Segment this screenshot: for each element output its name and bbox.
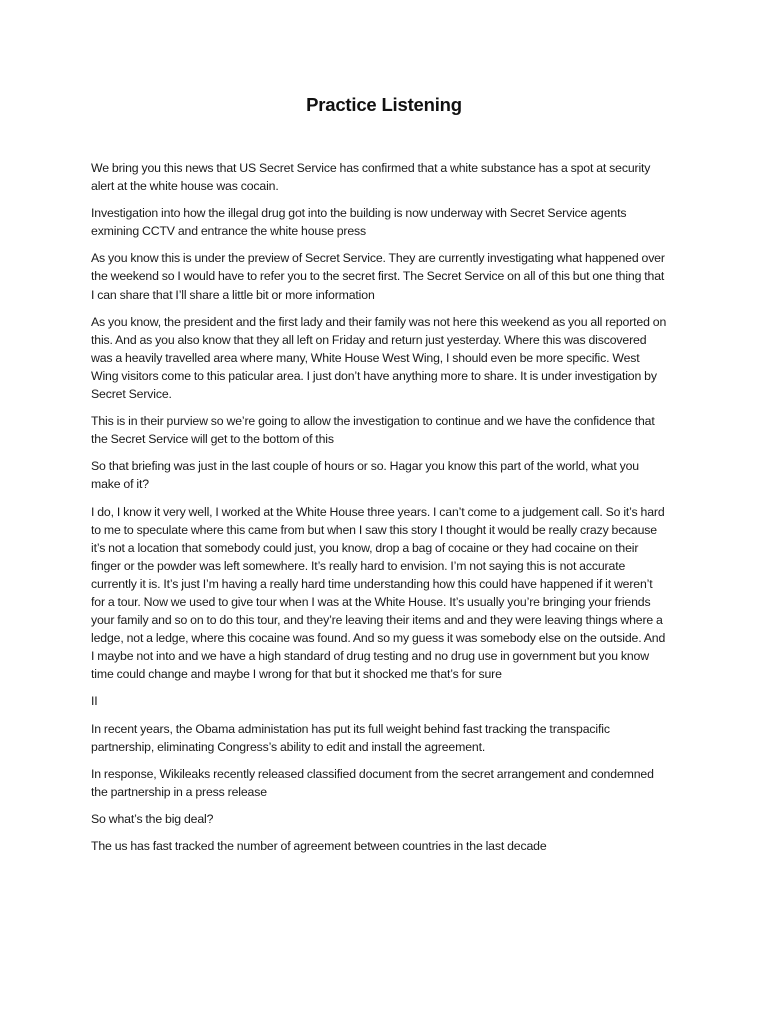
paragraph: In response, Wikileaks recently released classified document from the secret arrangement and condemned the partnership in a press release — [91, 766, 654, 799]
paragraph: As you know, the president and the first lady and their family was not here this weekend as you all reported on this. And as you also know that they all left on Friday and return just yesterday. Where this was discovered was a heavily travelled area where many, White House West Wing, I should even be more specific. West Wing visitors come to this paticular area. I just don’t have anything more to share. It is under investigation by Secret Service. — [91, 314, 667, 402]
paragraph: As you know this is under the preview of Secret Service. They are currently investigating what happened over the weekend so I would have to refer you to the secret first. The Secret Service on all of this but one thing that I can share that I’ll share a little bit or more information — [91, 251, 665, 302]
paragraph: So what’s the big deal? — [91, 811, 214, 826]
paragraph: This is in their purview so we’re going to allow the investigation to continue and we have the confidence that the Secret Service will get to the bottom of this — [91, 414, 655, 447]
paragraph: I do, I know it very well, I worked at the White House three years. I can’t come to a judgement call. So it’s hard to me to speculate where this came from but when I saw this story I thought it would be really crazy because it’s not a location that somebody could just, you know, drop a bag of cocaine or they had cocaine on their finger or the powder was left somewhere. It’s really hard to envision. I’m not saying this is not accurate currently it is. It’s just I’m having a really hard time understanding how this could have happened if it weren’t for a tour. Now we used to give tour when I was at the White House. It’s usually you’re bringing your friends your family and so on to do this tour, and they’re leaving their items and and they were leaving things where a ledge, not a ledge, where this cocaine was found. And so my guess it was somebody else on the outside. And I maybe not into and we have a high standard of drug testing and no drug use in government but you know time could change and maybe I wrong for that but it shocked me that’s for sure — [91, 504, 666, 682]
paragraph: The us has fast tracked the number of agreement between countries in the last decade — [91, 839, 547, 853]
paragraph: In recent years, the Obama administation has put its full weight behind fast tracking the transpacific partnership, eliminating Congress’s ability to edit and install the agreement. — [91, 721, 610, 754]
paragraph: So that briefing was just in the last couple of hours or so. Hagar you know this part of the world, what you make of it? — [91, 459, 639, 492]
document-body — [91, 159, 669, 864]
paragraph: We bring you this news that US Secret Service has confirmed that a white substance has a spot at security alert at the white house was cocain. — [91, 161, 651, 194]
section-marker: II — [91, 694, 98, 709]
paragraph: Investigation into how the illegal drug got into the building is now underway with Secret Service agents exmining CCTV and entrance the white house press — [91, 206, 627, 239]
page-title: Practice Listening — [306, 94, 462, 115]
